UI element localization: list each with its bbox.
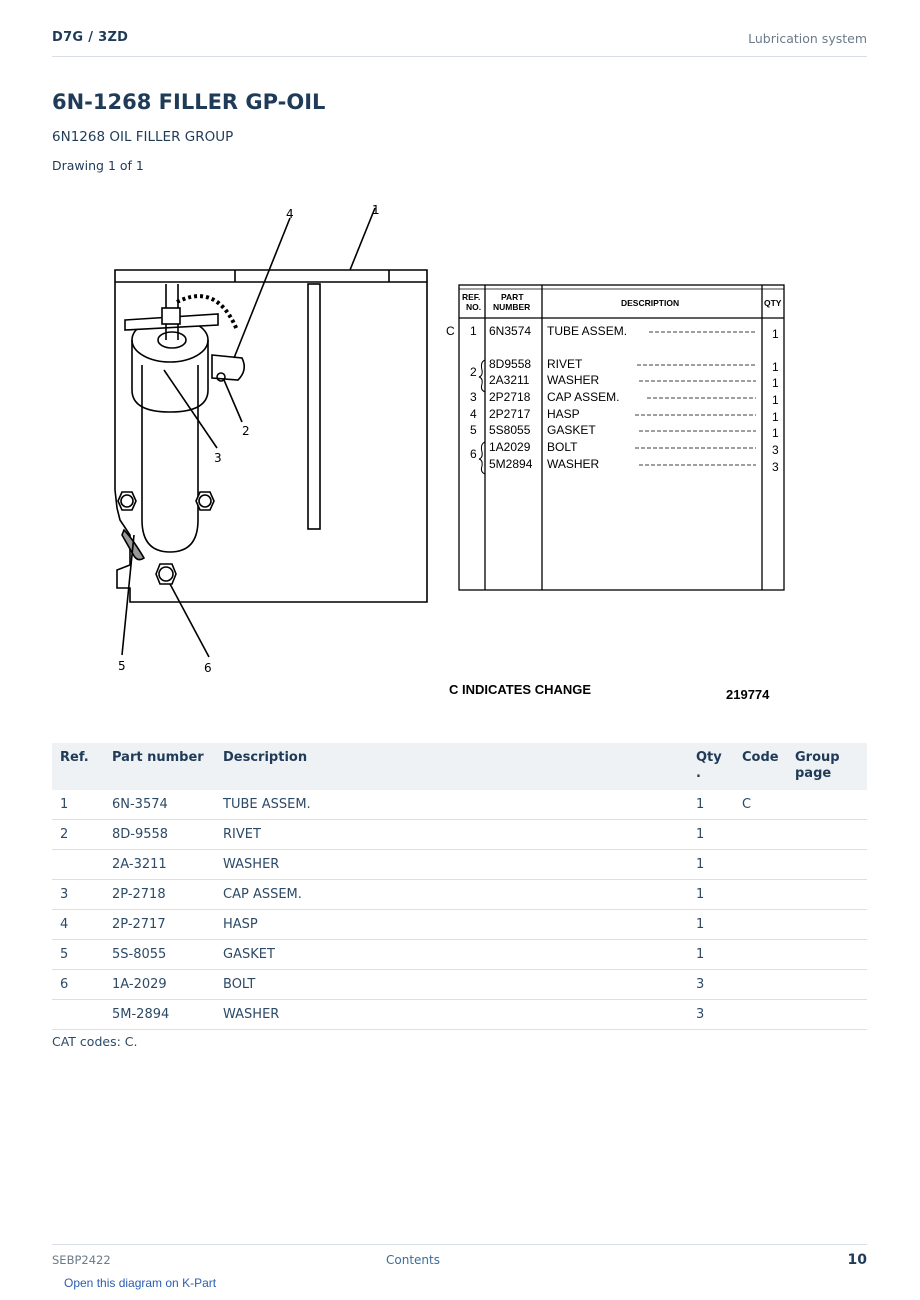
model-label: D7G / 3ZD bbox=[52, 30, 129, 45]
cell-qty: 1 bbox=[688, 940, 734, 970]
table-row bbox=[52, 910, 867, 940]
change-note: C INDICATES CHANGE bbox=[449, 682, 592, 697]
inset-ref: 4 bbox=[470, 407, 477, 421]
inset-flag: C bbox=[446, 324, 455, 338]
inset-header-description: DESCRIPTION bbox=[621, 298, 680, 308]
inset-qty: 1 bbox=[772, 393, 779, 407]
inset-ref: 1 bbox=[470, 324, 477, 338]
doc-id: SEBP2422 bbox=[52, 1253, 111, 1267]
cell-part: 5M-2894 bbox=[104, 1000, 215, 1030]
cell-code bbox=[734, 1000, 787, 1030]
callout-5: 5 bbox=[118, 659, 126, 673]
cell-part: 2P-2717 bbox=[104, 910, 215, 940]
cell-qty: 1 bbox=[688, 880, 734, 910]
section-label: Lubrication system bbox=[748, 31, 867, 46]
assembly-illustration bbox=[115, 208, 427, 657]
cell-qty: 3 bbox=[688, 970, 734, 1000]
cell-qty: 1 bbox=[688, 820, 734, 850]
inset-part: 5S8055 bbox=[489, 423, 531, 437]
table-row bbox=[52, 1000, 867, 1030]
cell-desc: RIVET bbox=[215, 820, 688, 850]
parts-table-header bbox=[52, 743, 867, 790]
cell-desc: BOLT bbox=[215, 970, 688, 1000]
inset-part: 1A2029 bbox=[489, 440, 531, 454]
cell-desc: GASKET bbox=[215, 940, 688, 970]
page-footer bbox=[52, 1244, 867, 1275]
cell-ref: 3 bbox=[52, 880, 104, 910]
cell-desc: WASHER bbox=[215, 850, 688, 880]
cell-group bbox=[787, 940, 867, 970]
inset-qty: 1 bbox=[772, 360, 779, 374]
callout-4: 4 bbox=[286, 207, 294, 221]
inset-part: 8D9558 bbox=[489, 357, 532, 371]
col-part-number: Part number bbox=[104, 743, 215, 790]
table-row bbox=[52, 880, 867, 910]
cell-ref: 4 bbox=[52, 910, 104, 940]
inset-desc: GASKET bbox=[547, 423, 596, 437]
inset-qty: 1 bbox=[772, 426, 779, 440]
cell-ref: 5 bbox=[52, 940, 104, 970]
inset-desc: WASHER bbox=[547, 457, 600, 471]
table-row bbox=[52, 820, 867, 850]
page-title: 6N-1268 FILLER GP-OIL bbox=[52, 90, 326, 114]
inset-part: 2P2718 bbox=[489, 390, 531, 404]
drawing-number: 219774 bbox=[726, 687, 770, 702]
cell-qty: 1 bbox=[688, 790, 734, 820]
cell-ref: 1 bbox=[52, 790, 104, 820]
inset-header-part: PART bbox=[501, 292, 524, 302]
inset-brace bbox=[479, 442, 485, 474]
cell-group bbox=[787, 820, 867, 850]
cell-desc: TUBE ASSEM. bbox=[215, 790, 688, 820]
inset-desc: WASHER bbox=[547, 373, 600, 387]
callout-2: 2 bbox=[242, 424, 250, 438]
drawing-count: Drawing 1 of 1 bbox=[52, 158, 144, 173]
cell-qty: 1 bbox=[688, 850, 734, 880]
cell-group bbox=[787, 850, 867, 880]
inset-desc: RIVET bbox=[547, 357, 583, 371]
parts-diagram bbox=[52, 190, 867, 720]
table-row bbox=[52, 940, 867, 970]
inset-qty: 3 bbox=[772, 460, 779, 474]
inset-ref: 3 bbox=[470, 390, 477, 404]
inset-qty: 3 bbox=[772, 443, 779, 457]
cell-code bbox=[734, 910, 787, 940]
inset-ref: 5 bbox=[470, 423, 477, 437]
cell-part: 8D-9558 bbox=[104, 820, 215, 850]
page-subtitle: 6N1268 OIL FILLER GROUP bbox=[52, 129, 234, 145]
callout-3: 3 bbox=[214, 451, 222, 465]
cell-qty: 3 bbox=[688, 1000, 734, 1030]
cell-group bbox=[787, 1000, 867, 1030]
cat-codes: CAT codes: C. bbox=[52, 1034, 138, 1049]
cell-part: 2P-2718 bbox=[104, 880, 215, 910]
inset-part: 5M2894 bbox=[489, 457, 533, 471]
inset-ref: 6 bbox=[470, 447, 477, 461]
inset-part: 6N3574 bbox=[489, 324, 532, 338]
inset-qty: 1 bbox=[772, 410, 779, 424]
inset-desc: CAP ASSEM. bbox=[547, 390, 620, 404]
table-row bbox=[52, 850, 867, 880]
cell-part: 2A-3211 bbox=[104, 850, 215, 880]
cell-group bbox=[787, 790, 867, 820]
cell-qty: 1 bbox=[688, 910, 734, 940]
inset-ref: 2 bbox=[470, 365, 477, 379]
cell-ref bbox=[52, 850, 104, 880]
cell-desc: CAP ASSEM. bbox=[215, 880, 688, 910]
inset-desc: BOLT bbox=[547, 440, 578, 454]
table-row bbox=[52, 970, 867, 1000]
cell-code bbox=[734, 880, 787, 910]
cell-part: 6N-3574 bbox=[104, 790, 215, 820]
cell-group bbox=[787, 910, 867, 940]
cell-desc: HASP bbox=[215, 910, 688, 940]
page-header bbox=[52, 28, 867, 57]
open-kpart-link[interactable]: Open this diagram on K-Part bbox=[64, 1276, 217, 1290]
cell-code bbox=[734, 820, 787, 850]
inset-qty: 1 bbox=[772, 376, 779, 390]
cell-code bbox=[734, 970, 787, 1000]
inset-desc: TUBE ASSEM. bbox=[547, 324, 628, 338]
inset-header-ref-no: NO. bbox=[466, 302, 482, 312]
page-number: 10 bbox=[847, 1252, 867, 1268]
cell-ref: 2 bbox=[52, 820, 104, 850]
cell-ref: 6 bbox=[52, 970, 104, 1000]
cell-group bbox=[787, 970, 867, 1000]
col-group-page: Group page bbox=[787, 743, 867, 790]
cell-code bbox=[734, 850, 787, 880]
col-qty: Qty . bbox=[688, 743, 734, 790]
inset-desc: HASP bbox=[547, 407, 580, 421]
inset-part: 2P2717 bbox=[489, 407, 531, 421]
col-ref: Ref. bbox=[52, 743, 104, 790]
cell-desc: WASHER bbox=[215, 1000, 688, 1030]
cell-group bbox=[787, 880, 867, 910]
cell-part: 5S-8055 bbox=[104, 940, 215, 970]
cell-code: C bbox=[734, 790, 787, 820]
inset-part: 2A3211 bbox=[489, 373, 530, 387]
cell-ref bbox=[52, 1000, 104, 1030]
cell-part: 1A-2029 bbox=[104, 970, 215, 1000]
callout-1: 1 bbox=[372, 203, 380, 217]
callout-6: 6 bbox=[204, 661, 212, 675]
col-code: Code bbox=[734, 743, 787, 790]
inset-qty: 1 bbox=[772, 327, 779, 341]
col-description: Description bbox=[215, 743, 688, 790]
inset-header-ref: REF. bbox=[462, 292, 481, 302]
cell-code bbox=[734, 940, 787, 970]
inset-header-part-number: NUMBER bbox=[493, 302, 531, 312]
contents-link[interactable]: Contents bbox=[386, 1253, 440, 1267]
inset-header-qty: QTY bbox=[764, 298, 782, 308]
table-row bbox=[52, 790, 867, 820]
inset-rows bbox=[446, 324, 779, 474]
parts-table bbox=[52, 743, 867, 1030]
inset-brace bbox=[479, 360, 485, 392]
